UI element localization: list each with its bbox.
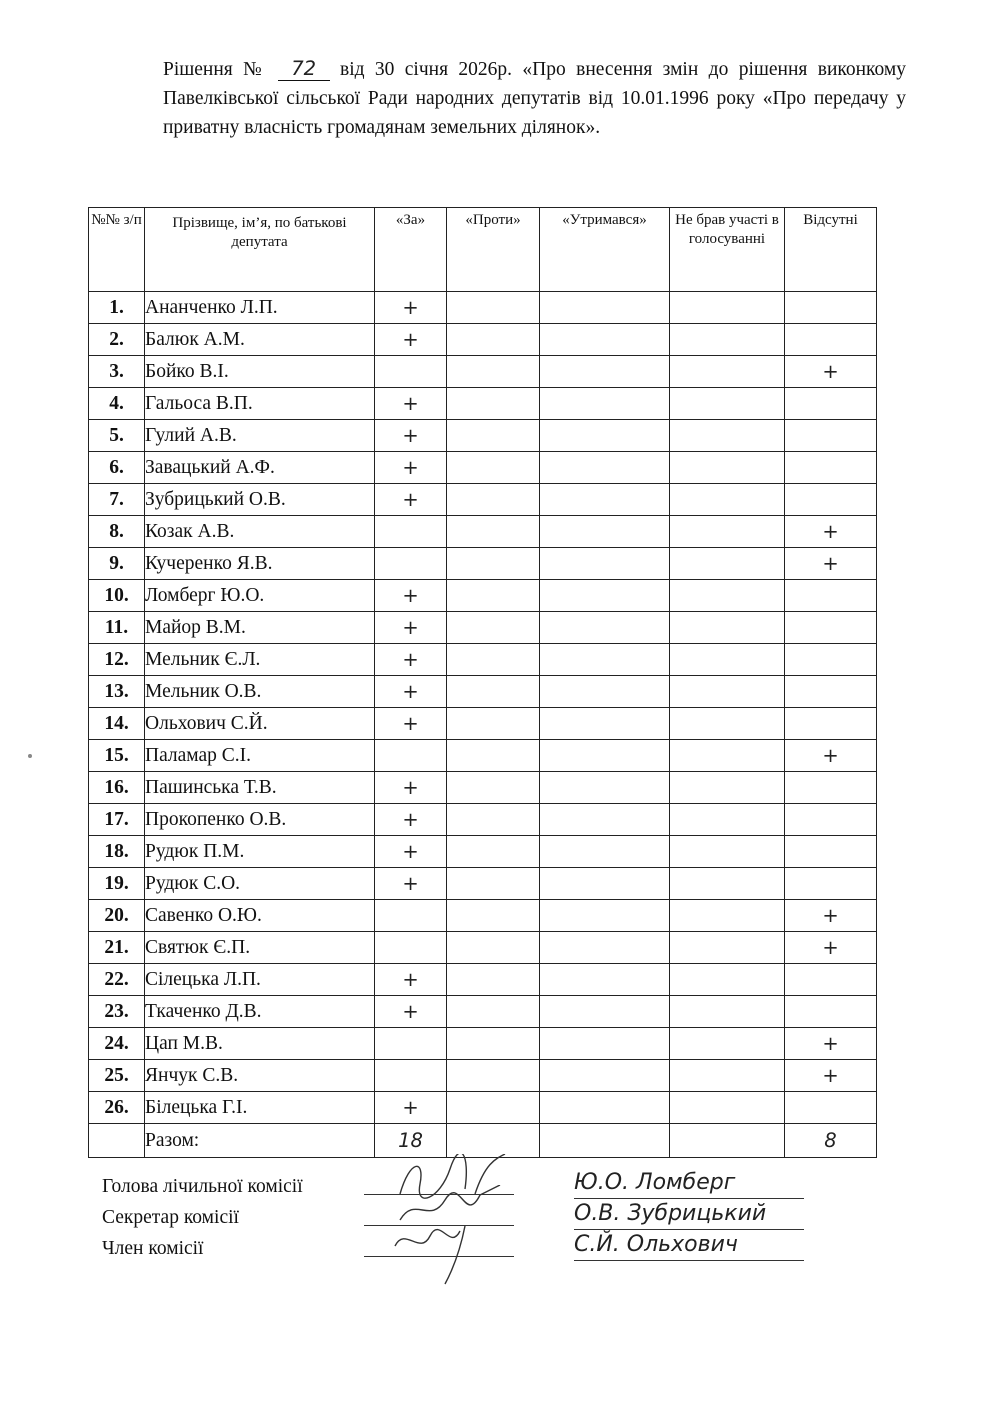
cell-num: 23. <box>89 996 145 1028</box>
cell-absent <box>785 772 877 804</box>
table-row <box>89 548 877 580</box>
total-not-voting <box>670 1124 785 1158</box>
table-row <box>89 1060 877 1092</box>
cell-against <box>447 708 540 740</box>
cell-not-voting <box>670 964 785 996</box>
cell-for: + <box>375 772 447 804</box>
cell-against <box>447 580 540 612</box>
cell-num: 12. <box>89 644 145 676</box>
cell-not-voting <box>670 1092 785 1124</box>
table-row <box>89 1092 877 1124</box>
table-row <box>89 356 877 388</box>
cell-against <box>447 452 540 484</box>
cell-name: Майор В.М. <box>145 612 375 644</box>
cell-absent: + <box>785 900 877 932</box>
signature-scribble-icon <box>390 1216 510 1286</box>
cell-abstained <box>540 484 670 516</box>
cell-name: Паламар С.І. <box>145 740 375 772</box>
cell-for <box>375 932 447 964</box>
cell-abstained <box>540 1092 670 1124</box>
cell-absent: + <box>785 1028 877 1060</box>
cell-for <box>375 356 447 388</box>
decision-heading-prefix: Рішення № <box>163 59 268 80</box>
cell-against <box>447 900 540 932</box>
cell-against <box>447 324 540 356</box>
table-row <box>89 644 877 676</box>
cell-abstained <box>540 324 670 356</box>
signature-name: С.Й. Ольхович <box>574 1230 804 1261</box>
header-num: №№ з/п <box>89 208 145 292</box>
cell-not-voting <box>670 836 785 868</box>
table-row <box>89 388 877 420</box>
total-against <box>447 1124 540 1158</box>
cell-num: 16. <box>89 772 145 804</box>
cell-num: 19. <box>89 868 145 900</box>
cell-for <box>375 1028 447 1060</box>
table-row <box>89 836 877 868</box>
cell-for: + <box>375 292 447 324</box>
cell-name: Завацький А.Ф. <box>145 452 375 484</box>
cell-not-voting <box>670 292 785 324</box>
cell-not-voting <box>670 740 785 772</box>
table-row <box>89 868 877 900</box>
cell-abstained <box>540 740 670 772</box>
signature-role: Член комісії <box>102 1238 204 1259</box>
cell-abstained <box>540 772 670 804</box>
cell-for: + <box>375 964 447 996</box>
cell-name: Зубрицький О.В. <box>145 484 375 516</box>
table-row <box>89 292 877 324</box>
cell-name: Мельник О.В. <box>145 676 375 708</box>
cell-absent <box>785 804 877 836</box>
cell-name: Сілецька Л.П. <box>145 964 375 996</box>
scan-speck <box>28 754 32 758</box>
cell-absent <box>785 484 877 516</box>
total-num-cell <box>89 1124 145 1158</box>
signature-name: О.В. Зубрицький <box>574 1199 804 1230</box>
cell-against <box>447 1092 540 1124</box>
cell-absent: + <box>785 1060 877 1092</box>
cell-for <box>375 900 447 932</box>
cell-num: 17. <box>89 804 145 836</box>
signature-name: Ю.О. Ломберг <box>574 1168 804 1199</box>
cell-not-voting <box>670 996 785 1028</box>
cell-abstained <box>540 964 670 996</box>
table-row <box>89 1028 877 1060</box>
header-not-voting: Не брав участі в голосуванні <box>670 208 785 292</box>
cell-abstained <box>540 900 670 932</box>
cell-name: Мельник Є.Л. <box>145 644 375 676</box>
decision-heading-text: від 30 січня 2026р. «Про внесення змін до рішення виконкому Павелківської сільської Ради народних депутатів від 10.01.1996 року «Про передачу у приватну власність громадянам земельних ділянок». <box>163 59 907 138</box>
cell-name: Святюк Є.П. <box>145 932 375 964</box>
cell-abstained <box>540 868 670 900</box>
vote-table-header <box>89 208 877 292</box>
cell-absent <box>785 1092 877 1124</box>
cell-abstained <box>540 1060 670 1092</box>
cell-absent <box>785 420 877 452</box>
cell-against <box>447 868 540 900</box>
cell-absent: + <box>785 356 877 388</box>
cell-not-voting <box>670 676 785 708</box>
cell-name: Козак А.В. <box>145 516 375 548</box>
cell-name: Ольхович С.Й. <box>145 708 375 740</box>
cell-name: Рудюк П.М. <box>145 836 375 868</box>
cell-name: Янчук С.В. <box>145 1060 375 1092</box>
cell-num: 18. <box>89 836 145 868</box>
table-row <box>89 996 877 1028</box>
cell-for: + <box>375 324 447 356</box>
cell-num: 9. <box>89 548 145 580</box>
cell-not-voting <box>670 388 785 420</box>
cell-not-voting <box>670 932 785 964</box>
cell-name: Бойко В.І. <box>145 356 375 388</box>
cell-abstained <box>540 580 670 612</box>
cell-num: 1. <box>89 292 145 324</box>
cell-for <box>375 1060 447 1092</box>
cell-for: + <box>375 420 447 452</box>
cell-for <box>375 740 447 772</box>
cell-abstained <box>540 1028 670 1060</box>
table-row <box>89 420 877 452</box>
table-row <box>89 772 877 804</box>
table-row <box>89 708 877 740</box>
cell-against <box>447 644 540 676</box>
cell-for: + <box>375 804 447 836</box>
cell-for: + <box>375 996 447 1028</box>
cell-absent: + <box>785 516 877 548</box>
table-row <box>89 740 877 772</box>
cell-num: 26. <box>89 1092 145 1124</box>
cell-num: 20. <box>89 900 145 932</box>
cell-absent <box>785 868 877 900</box>
cell-for: + <box>375 1092 447 1124</box>
cell-for: + <box>375 388 447 420</box>
cell-absent <box>785 388 877 420</box>
table-row <box>89 516 877 548</box>
cell-name: Ананченко Л.П. <box>145 292 375 324</box>
cell-abstained <box>540 452 670 484</box>
cell-name: Цап М.В. <box>145 1028 375 1060</box>
cell-num: 8. <box>89 516 145 548</box>
cell-abstained <box>540 836 670 868</box>
cell-num: 2. <box>89 324 145 356</box>
cell-absent <box>785 580 877 612</box>
cell-name: Ткаченко Д.В. <box>145 996 375 1028</box>
cell-num: 13. <box>89 676 145 708</box>
cell-absent: + <box>785 548 877 580</box>
cell-num: 3. <box>89 356 145 388</box>
cell-for <box>375 516 447 548</box>
total-label: Разом: <box>145 1124 375 1158</box>
cell-abstained <box>540 388 670 420</box>
cell-num: 14. <box>89 708 145 740</box>
cell-absent <box>785 292 877 324</box>
header-for: «За» <box>375 208 447 292</box>
table-row <box>89 676 877 708</box>
vote-table-body <box>89 292 877 1124</box>
cell-name: Рудюк С.О. <box>145 868 375 900</box>
cell-against <box>447 484 540 516</box>
cell-name: Білецька Г.І. <box>145 1092 375 1124</box>
cell-abstained <box>540 996 670 1028</box>
signature-member <box>102 1234 902 1264</box>
cell-for: + <box>375 452 447 484</box>
cell-name: Балюк А.М. <box>145 324 375 356</box>
cell-against <box>447 548 540 580</box>
cell-against <box>447 836 540 868</box>
cell-abstained <box>540 644 670 676</box>
cell-not-voting <box>670 612 785 644</box>
cell-abstained <box>540 676 670 708</box>
table-row <box>89 324 877 356</box>
cell-name: Савенко О.Ю. <box>145 900 375 932</box>
cell-for: + <box>375 580 447 612</box>
cell-name: Ломберг Ю.О. <box>145 580 375 612</box>
cell-absent: + <box>785 932 877 964</box>
cell-num: 7. <box>89 484 145 516</box>
cell-against <box>447 772 540 804</box>
vote-table <box>88 207 877 1158</box>
table-row <box>89 484 877 516</box>
cell-absent <box>785 324 877 356</box>
cell-against <box>447 1060 540 1092</box>
table-row <box>89 612 877 644</box>
cell-not-voting <box>670 420 785 452</box>
cell-for: + <box>375 676 447 708</box>
cell-num: 21. <box>89 932 145 964</box>
cell-against <box>447 676 540 708</box>
cell-num: 25. <box>89 1060 145 1092</box>
cell-abstained <box>540 516 670 548</box>
cell-abstained <box>540 612 670 644</box>
cell-against <box>447 964 540 996</box>
cell-abstained <box>540 804 670 836</box>
cell-against <box>447 292 540 324</box>
table-row <box>89 900 877 932</box>
cell-against <box>447 804 540 836</box>
cell-not-voting <box>670 1060 785 1092</box>
total-for: 18 <box>375 1124 447 1158</box>
total-absent: 8 <box>785 1124 877 1158</box>
cell-against <box>447 516 540 548</box>
cell-not-voting <box>670 900 785 932</box>
cell-for: + <box>375 836 447 868</box>
cell-not-voting <box>670 868 785 900</box>
cell-not-voting <box>670 804 785 836</box>
cell-name: Гулий А.В. <box>145 420 375 452</box>
table-row <box>89 932 877 964</box>
header-absent: Відсутні <box>785 208 877 292</box>
cell-abstained <box>540 548 670 580</box>
header-abstained: «Утримався» <box>540 208 670 292</box>
cell-num: 22. <box>89 964 145 996</box>
cell-for: + <box>375 612 447 644</box>
table-row <box>89 452 877 484</box>
cell-not-voting <box>670 708 785 740</box>
cell-abstained <box>540 292 670 324</box>
cell-against <box>447 420 540 452</box>
cell-num: 5. <box>89 420 145 452</box>
decision-number-handwritten: 72 <box>278 58 330 81</box>
table-row <box>89 580 877 612</box>
cell-num: 6. <box>89 452 145 484</box>
signature-role: Голова лічильної комісії <box>102 1176 303 1197</box>
cell-absent: + <box>785 740 877 772</box>
cell-absent <box>785 996 877 1028</box>
cell-against <box>447 996 540 1028</box>
cell-not-voting <box>670 580 785 612</box>
cell-not-voting <box>670 324 785 356</box>
cell-for: + <box>375 484 447 516</box>
cell-absent <box>785 964 877 996</box>
cell-abstained <box>540 932 670 964</box>
cell-for: + <box>375 868 447 900</box>
cell-name: Пашинська Т.В. <box>145 772 375 804</box>
cell-num: 4. <box>89 388 145 420</box>
decision-heading <box>163 55 906 142</box>
table-row <box>89 804 877 836</box>
cell-name: Кучеренко Я.В. <box>145 548 375 580</box>
cell-for: + <box>375 708 447 740</box>
cell-abstained <box>540 356 670 388</box>
cell-against <box>447 740 540 772</box>
total-row <box>89 1124 877 1158</box>
cell-against <box>447 388 540 420</box>
table-row <box>89 964 877 996</box>
cell-absent <box>785 452 877 484</box>
total-abstained <box>540 1124 670 1158</box>
signature-role: Секретар комісії <box>102 1207 239 1228</box>
cell-absent <box>785 612 877 644</box>
cell-num: 15. <box>89 740 145 772</box>
cell-for: + <box>375 644 447 676</box>
cell-not-voting <box>670 644 785 676</box>
cell-not-voting <box>670 356 785 388</box>
cell-not-voting <box>670 484 785 516</box>
cell-name: Гальоса В.П. <box>145 388 375 420</box>
cell-absent <box>785 836 877 868</box>
cell-absent <box>785 676 877 708</box>
cell-for <box>375 548 447 580</box>
cell-against <box>447 1028 540 1060</box>
cell-abstained <box>540 708 670 740</box>
cell-against <box>447 612 540 644</box>
header-name: Прізвище, ім’я, по батькові депутата <box>145 208 375 292</box>
cell-num: 24. <box>89 1028 145 1060</box>
cell-name: Прокопенко О.В. <box>145 804 375 836</box>
cell-absent <box>785 644 877 676</box>
cell-num: 10. <box>89 580 145 612</box>
cell-not-voting <box>670 1028 785 1060</box>
header-against: «Проти» <box>447 208 540 292</box>
cell-not-voting <box>670 452 785 484</box>
cell-against <box>447 356 540 388</box>
cell-not-voting <box>670 548 785 580</box>
cell-not-voting <box>670 516 785 548</box>
cell-not-voting <box>670 772 785 804</box>
cell-num: 11. <box>89 612 145 644</box>
cell-absent <box>785 708 877 740</box>
cell-abstained <box>540 420 670 452</box>
cell-against <box>447 932 540 964</box>
